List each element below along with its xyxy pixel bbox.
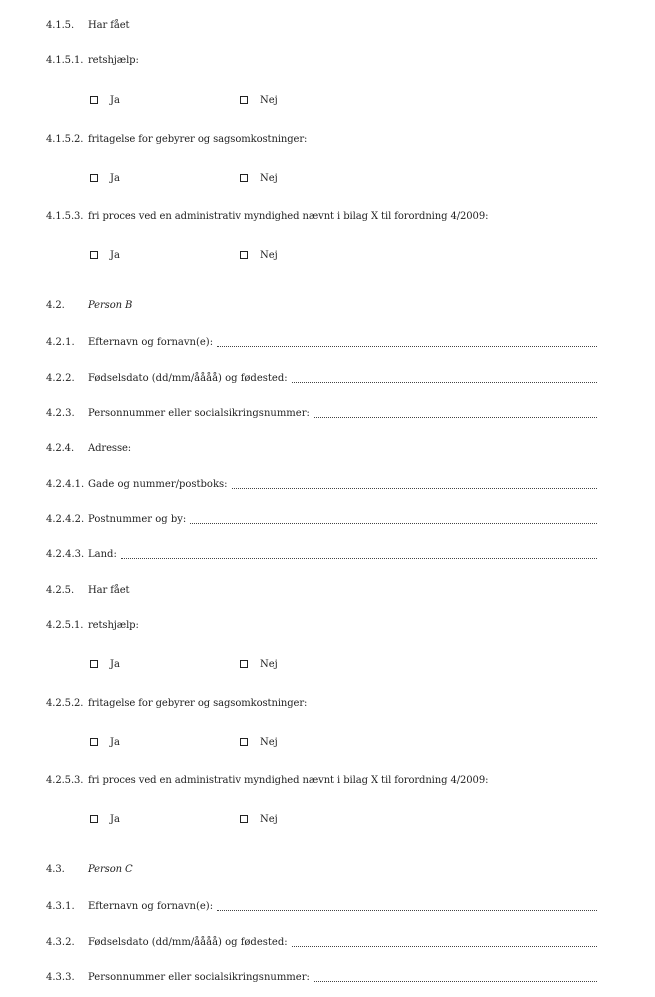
- checkbox-square-icon[interactable]: [90, 660, 98, 668]
- field-label: Postnummer og by:: [88, 514, 187, 525]
- section-4-2-4: [46, 443, 131, 455]
- section-label: fri proces ved en administrativ myndighed nævnt i bilag X til forordning 4/2009:: [88, 775, 489, 786]
- dotted-fill-line[interactable]: [232, 487, 597, 489]
- field-4-2-1[interactable]: [46, 337, 597, 349]
- field-label: Land:: [88, 549, 117, 560]
- checkbox-square-icon[interactable]: [90, 815, 98, 823]
- section-label: Har fået: [88, 20, 130, 31]
- field-label: Personnummer eller socialsikringsnummer:: [88, 408, 310, 419]
- section-number: 4.2.3.: [46, 408, 75, 419]
- field-4-2-4-3[interactable]: [46, 549, 597, 561]
- checkbox-no-4-1-5-2[interactable]: [240, 173, 278, 185]
- section-label: fritagelse for gebyrer og sagsomkostninger:: [88, 698, 308, 709]
- section-number: 4.1.5.2.: [46, 134, 84, 145]
- field-4-3-1[interactable]: [46, 901, 597, 913]
- section-heading: Person B: [88, 300, 133, 311]
- section-4-2-5-2: [46, 698, 307, 710]
- checkbox-yes-4-1-5-3[interactable]: [90, 250, 120, 262]
- checkbox-square-icon[interactable]: [90, 251, 98, 259]
- section-label: retshjælp:: [88, 55, 139, 66]
- dotted-fill-line[interactable]: [217, 909, 597, 911]
- dotted-fill-line[interactable]: [292, 381, 597, 383]
- section-number: 4.2.5.1.: [46, 620, 84, 631]
- checkbox-no-4-1-5-1[interactable]: [240, 95, 278, 107]
- field-label: Efternavn og fornavn(e):: [88, 901, 214, 912]
- dotted-fill-line[interactable]: [121, 557, 597, 559]
- checkbox-square-icon[interactable]: [240, 660, 248, 668]
- section-label: Adresse:: [88, 443, 132, 454]
- section-number: 4.3.2.: [46, 937, 75, 948]
- section-number: 4.2.5.2.: [46, 698, 84, 709]
- checkbox-square-icon[interactable]: [90, 96, 98, 104]
- section-number: 4.2.5.: [46, 585, 75, 596]
- dotted-fill-line[interactable]: [292, 945, 597, 947]
- section-number: 4.1.5.: [46, 20, 75, 31]
- section-4-3: [46, 864, 133, 876]
- section-label: retshjælp:: [88, 620, 139, 631]
- section-number: 4.2.4.3.: [46, 549, 85, 560]
- field-4-3-2[interactable]: [46, 937, 597, 949]
- checkbox-square-icon[interactable]: [240, 96, 248, 104]
- checkbox-no-4-2-5-1[interactable]: [240, 659, 278, 671]
- checkbox-no-4-2-5-3[interactable]: [240, 814, 278, 826]
- section-number: 4.2.2.: [46, 373, 75, 384]
- section-label: Har fået: [88, 585, 130, 596]
- section-4-2-5-1: [46, 620, 139, 632]
- checkbox-yes-4-2-5-1[interactable]: [90, 659, 120, 671]
- section-number: 4.2.: [46, 300, 65, 311]
- field-4-2-2[interactable]: [46, 373, 597, 385]
- field-label: Fødselsdato (dd/mm/åååå) og fødested:: [88, 373, 288, 384]
- checkbox-yes-4-2-5-3[interactable]: [90, 814, 120, 826]
- section-4-1-5: [46, 20, 129, 32]
- checkbox-label-no: Nej: [260, 737, 278, 748]
- section-number: 4.3.3.: [46, 972, 75, 983]
- section-4-1-5-1: [46, 55, 139, 67]
- checkbox-square-icon[interactable]: [90, 738, 98, 746]
- checkbox-label-yes: Ja: [110, 814, 120, 825]
- checkbox-label-yes: Ja: [110, 173, 120, 184]
- field-label: Personnummer eller socialsikringsnummer:: [88, 972, 310, 983]
- checkbox-square-icon[interactable]: [240, 815, 248, 823]
- dotted-fill-line[interactable]: [314, 416, 597, 418]
- checkbox-square-icon[interactable]: [240, 738, 248, 746]
- section-number: 4.2.4.1.: [46, 479, 85, 490]
- dotted-fill-line[interactable]: [314, 980, 597, 982]
- section-4-1-5-2: [46, 134, 307, 146]
- dotted-fill-line[interactable]: [217, 345, 597, 347]
- checkbox-label-yes: Ja: [110, 659, 120, 670]
- section-number: 4.2.4.2.: [46, 514, 85, 525]
- section-number: 4.3.1.: [46, 901, 75, 912]
- section-label: fri proces ved en administrativ myndighed nævnt i bilag X til forordning 4/2009:: [88, 211, 489, 222]
- checkbox-label-no: Nej: [260, 95, 278, 106]
- section-number: 4.1.5.1.: [46, 55, 84, 66]
- field-4-2-4-2[interactable]: [46, 514, 597, 526]
- checkbox-yes-4-2-5-2[interactable]: [90, 737, 120, 749]
- checkbox-yes-4-1-5-2[interactable]: [90, 173, 120, 185]
- section-number: 4.3.: [46, 864, 65, 875]
- section-number: 4.2.4.: [46, 443, 75, 454]
- section-heading: Person C: [88, 864, 133, 875]
- field-4-3-3[interactable]: [46, 972, 597, 984]
- section-4-2-5-3: [46, 775, 488, 787]
- checkbox-label-yes: Ja: [110, 737, 120, 748]
- checkbox-yes-4-1-5-1[interactable]: [90, 95, 120, 107]
- section-number: 4.1.5.3.: [46, 211, 84, 222]
- section-4-2: [46, 300, 132, 312]
- checkbox-label-no: Nej: [260, 250, 278, 261]
- field-label: Fødselsdato (dd/mm/åååå) og fødested:: [88, 937, 288, 948]
- field-label: Gade og nummer/postboks:: [88, 479, 228, 490]
- checkbox-no-4-2-5-2[interactable]: [240, 737, 278, 749]
- section-number: 4.2.5.3.: [46, 775, 84, 786]
- section-number: 4.2.1.: [46, 337, 75, 348]
- section-4-2-5: [46, 585, 129, 597]
- dotted-fill-line[interactable]: [190, 522, 597, 524]
- checkbox-label-yes: Ja: [110, 95, 120, 106]
- checkbox-label-no: Nej: [260, 814, 278, 825]
- section-label: fritagelse for gebyrer og sagsomkostninger:: [88, 134, 308, 145]
- checkbox-label-yes: Ja: [110, 250, 120, 261]
- field-label: Efternavn og fornavn(e):: [88, 337, 214, 348]
- checkbox-label-no: Nej: [260, 659, 278, 670]
- checkbox-no-4-1-5-3[interactable]: [240, 250, 278, 262]
- field-4-2-3[interactable]: [46, 408, 597, 420]
- checkbox-square-icon[interactable]: [90, 174, 98, 182]
- checkbox-square-icon[interactable]: [240, 174, 248, 182]
- checkbox-square-icon[interactable]: [240, 251, 248, 259]
- checkbox-label-no: Nej: [260, 173, 278, 184]
- field-4-2-4-1[interactable]: [46, 479, 597, 491]
- section-4-1-5-3: [46, 211, 488, 223]
